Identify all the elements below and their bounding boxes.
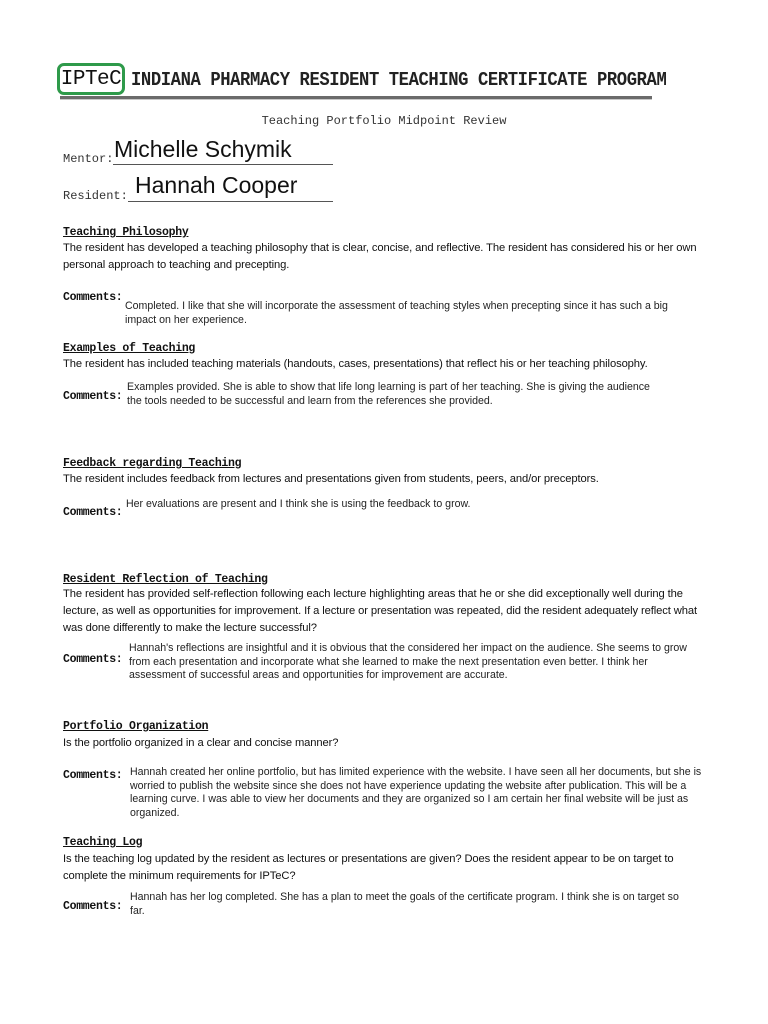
comment-teaching-log: Hannah has her log completed. She has a plan to meet the goals of the certificate program. I think she is on target so far.: [130, 891, 679, 917]
resident-label: Resident:: [63, 189, 128, 203]
comment-examples-of-teaching: Examples provided. She is able to show that life long learning is part of her teaching. She is giving the audience the tools needed to be successful and learn from the references she provided.: [127, 381, 650, 407]
section-description-feedback-regarding-teaching: The resident includes feedback from lectures and presentations given from students, peers, and/or preceptors.: [63, 473, 599, 485]
section-description-teaching-log: Is the teaching log updated by the resident as lectures or presentations are given? Does the resident appear to be on target to complete the minimum requirements for IPTeC?: [63, 853, 674, 882]
resident-underline: [128, 201, 333, 202]
comments-label: Comments:: [63, 291, 123, 304]
section-description-examples-of-teaching: The resident has included teaching materials (handouts, cases, presentations) that reflect his or her teaching philosophy.: [63, 358, 648, 370]
comments-label: Comments:: [63, 506, 123, 519]
comments-label: Comments:: [63, 769, 123, 782]
comment-portfolio-organization: Hannah created her online portfolio, but has limited experience with the website. I have seen all her documents, but she is worried to publish the website since she does not have experience updating the website after publication. This will be a learning curve. I was able to view her documents and they are organized so I am certain her final website will be just as organized.: [130, 766, 702, 819]
comments-label: Comments:: [63, 900, 123, 913]
section-description-resident-reflection: The resident has provided self-reflection following each lecture highlighting areas that he or she did exceptionally well during the lecture, as well as opportunities for improvement. If a lecture or presentation was repeated, did the resident adequately reflect what was done differently to make the lecture successful?: [63, 588, 697, 634]
section-heading-portfolio-organization: Portfolio Organization: [63, 720, 209, 733]
comment-resident-reflection: Hannah's reflections are insightful and it is obvious that the considered her impact on the audience. She seems to grow from each presentation and incorporate what she learned to make the next presentation even better. I think her assessment of successful areas and opportunities for improvement are accurate.: [129, 642, 687, 682]
section-description-teaching-philosophy: The resident has developed a teaching philosophy that is clear, concise, and reflective. The resident has considered his or her own personal approach to teaching and precepting.: [63, 242, 697, 271]
document-title: Teaching Portfolio Midpoint Review: [261, 114, 507, 128]
section-heading-teaching-log: Teaching Log: [63, 836, 143, 849]
comment-feedback-regarding-teaching: Her evaluations are present and I think she is using the feedback to grow.: [126, 498, 471, 510]
header-divider-shadow: [60, 99, 652, 100]
comments-label: Comments:: [63, 653, 123, 666]
resident-name: Hannah Cooper: [135, 172, 298, 198]
section-heading-examples-of-teaching: Examples of Teaching: [63, 342, 196, 355]
mentor-underline: [113, 164, 333, 165]
mentor-label: Mentor:: [63, 152, 114, 166]
mentor-name: Michelle Schymik: [114, 136, 292, 162]
section-heading-feedback-regarding-teaching: Feedback regarding Teaching: [63, 457, 242, 470]
iptec-logo: IPTeC: [57, 63, 125, 95]
program-title: INDIANA PHARMACY RESIDENT TEACHING CERTIFICATE PROGRAM: [131, 70, 667, 92]
comments-label: Comments:: [63, 390, 123, 403]
section-heading-teaching-philosophy: Teaching Philosophy: [63, 226, 189, 239]
section-heading-resident-reflection: Resident Reflection of Teaching: [63, 573, 268, 586]
section-description-portfolio-organization: Is the portfolio organized in a clear and concise manner?: [63, 737, 339, 749]
comment-teaching-philosophy: Completed. I like that she will incorporate the assessment of teaching styles when precepting since it has such a big impact on her experience.: [125, 300, 668, 326]
